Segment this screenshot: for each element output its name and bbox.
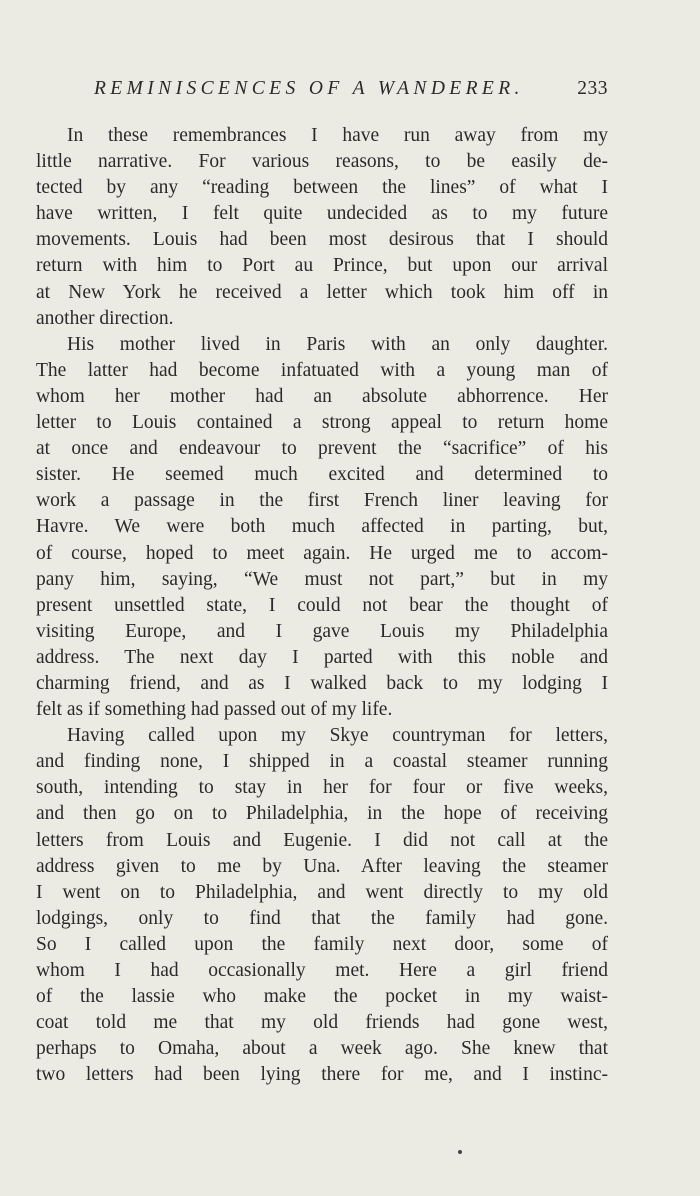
text-line: and then go on to Philadelphia, in the hope of receiving [36, 803, 608, 825]
text-line: perhaps to Omaha, about a week ago. She knew that [36, 1038, 608, 1060]
text-line: and finding none, I shipped in a coastal steamer running [36, 751, 608, 773]
text-line: at New York he received a letter which took him off in [36, 281, 608, 303]
paragraph-3 [36, 723, 608, 1088]
text-line: sister. He seemed much excited and determined to [36, 464, 608, 486]
body-text [36, 123, 608, 1088]
text-line: south, intending to stay in her for four or five weeks, [36, 777, 608, 799]
text-line: visiting Europe, and I gave Louis my Philadelphia [36, 620, 608, 642]
text-line: charming friend, and as I walked back to my lodging I [36, 672, 608, 694]
text-line: lodgings, only to find that the family had gone. [36, 907, 608, 929]
text-line: letters from Louis and Eugenie. I did not call at the [36, 829, 608, 851]
text-line: address given to me by Una. After leaving the steamer [36, 855, 608, 877]
text-line: So I called upon the family next door, some of [36, 933, 608, 955]
text-line: return with him to Port au Prince, but upon our arrival [36, 255, 608, 277]
text-line: work a passage in the first French liner leaving for [36, 490, 608, 512]
text-line: whom I had occasionally met. Here a girl friend [36, 960, 608, 981]
text-line: of the lassie who make the pocket in my waist- [36, 986, 608, 1008]
text-line: coat told me that my old friends had gone west, [36, 1012, 608, 1034]
text-line: whom her mother had an absolute abhorrence. Her [36, 385, 608, 407]
page-number: 233 [577, 78, 608, 99]
text-line: letter to Louis contained a strong appeal to return home [36, 412, 608, 434]
text-line: little narrative. For various reasons, to be easily de- [36, 151, 608, 173]
text-line: tected by any “reading between the lines” of what I [36, 177, 608, 199]
text-line: The latter had become infatuated with a young man of [36, 359, 608, 381]
text-line: felt as if something had passed out of my life. [36, 699, 393, 721]
text-line: Having called upon my Skye countryman for letters, [67, 725, 608, 747]
running-title: REMINISCENCES OF A WANDERER. [94, 78, 524, 99]
text-line: His mother lived in Paris with an only daughter. [67, 333, 608, 355]
text-line: have written, I felt quite undecided as to my future [36, 203, 608, 225]
text-line: In these remembrances I have run away from my [67, 125, 608, 146]
page-speck [458, 1150, 462, 1154]
text-line: Havre. We were both much affected in parting, but, [36, 516, 608, 538]
text-line: I went on to Philadelphia, and went directly to my old [36, 881, 608, 903]
paragraph-2 [36, 332, 608, 723]
text-line: of course, hoped to meet again. He urged me to accom- [36, 542, 608, 564]
page-header [94, 78, 608, 104]
text-line: two letters had been lying there for me, and I instinc- [36, 1064, 608, 1086]
text-line: another direction. [36, 307, 174, 329]
text-line: address. The next day I parted with this noble and [36, 646, 608, 668]
text-line: present unsettled state, I could not bear the thought of [36, 594, 608, 616]
text-line: at once and endeavour to prevent the “sacrifice” of his [36, 438, 608, 460]
text-line: movements. Louis had been most desirous that I should [36, 229, 608, 251]
text-line: pany him, saying, “We must not part,” but in my [36, 568, 608, 590]
paragraph-1 [36, 123, 608, 332]
